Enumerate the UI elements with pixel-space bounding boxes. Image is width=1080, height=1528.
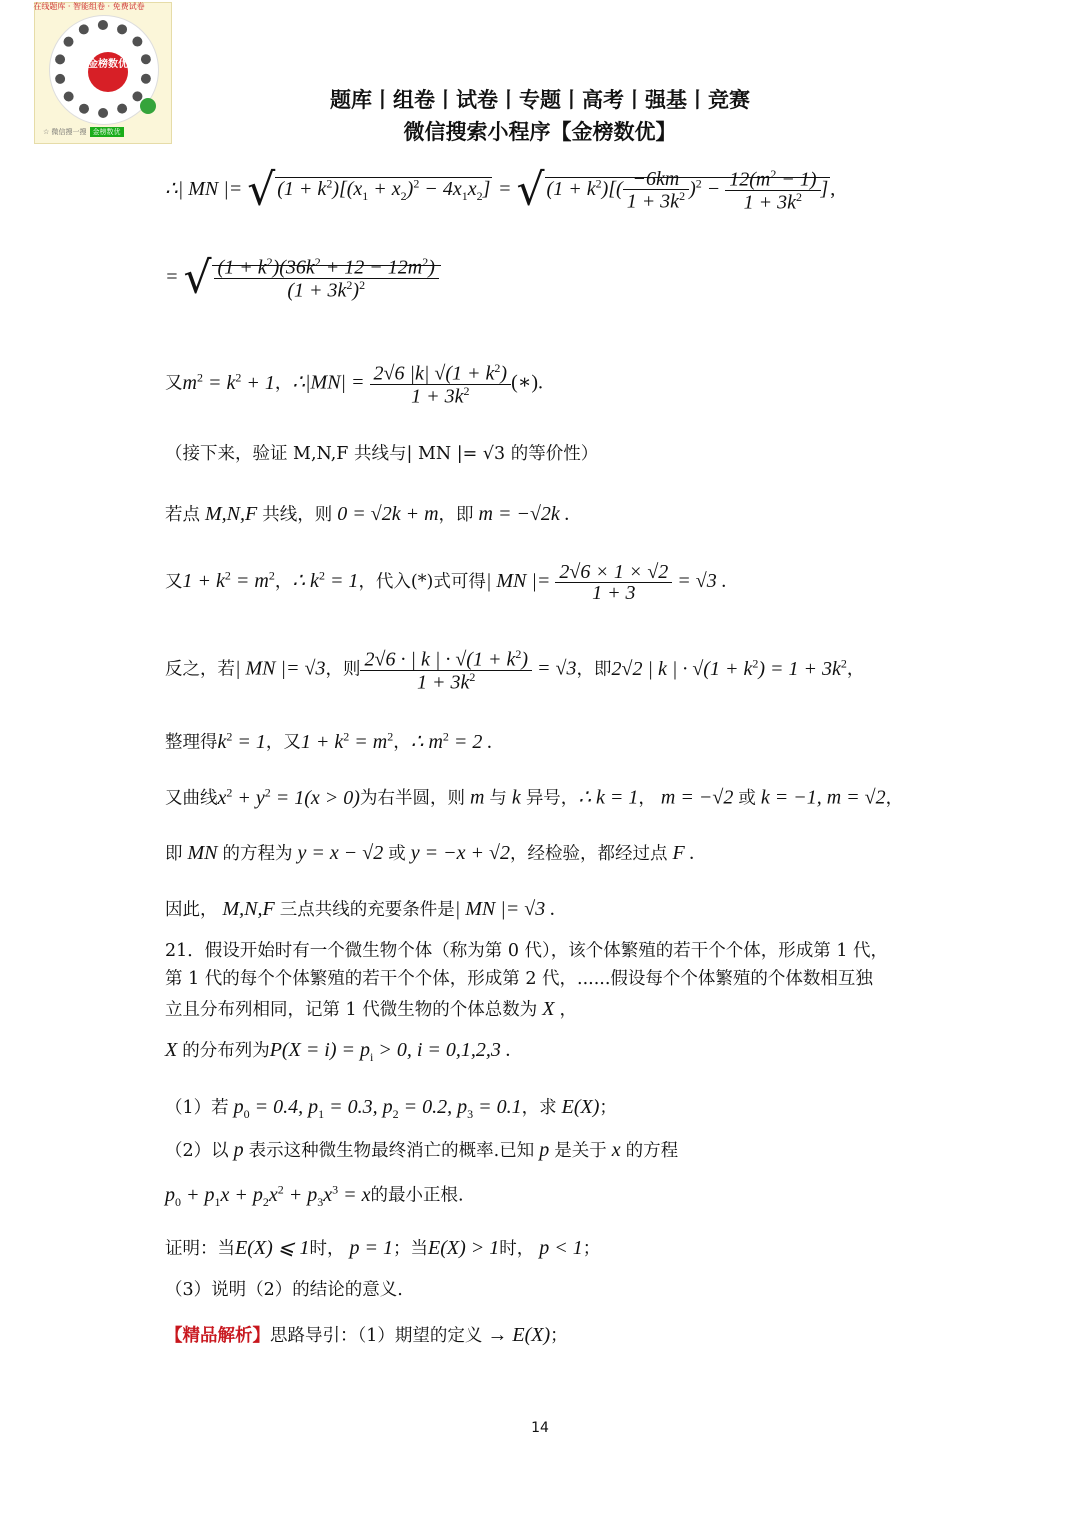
problem21-p3: 立且分布列相同，记第 1 代微生物的个体总数为 X ， (165, 998, 577, 1020)
analysis-tag: 【精品解析】 (165, 1326, 270, 1346)
line-equation: 即 MN 的方程为 y = x − √2 或 y = −x + √2，经检验，都经过点 F . (165, 842, 695, 864)
question-1: （1）若 $p_0 = 0.4$, $p_1 = 0.3$, $p_2 = 0.2$, $p_3 = 0.1$，求 E(X)； (165, 1096, 617, 1121)
collinear-condition: 若点 M,N,F 共线，则 0 = √2k + m，即 m = −√2k . (165, 503, 570, 525)
curve-line: 又曲线$x^2 + y^2 = 1(x > 0)$为右半圆，则 m 与 k 异号，∴ k = 1， m = −√2 或 k = −1, m = √2， (165, 785, 904, 809)
problem21-p1: 21．假设开始时有一个微生物个体（称为第 0 代），该个体繁殖的若干个个体，形成第 1 代， (165, 941, 889, 961)
header-subtitle: 微信搜索小程序【金榜数优】 (403, 120, 677, 144)
substitution-line: 又$1 + k^2 = m^2$，∴ $k^2 = 1$，代入(*)式可得| MN |= $\frac{2√6 \times 1 \times √2}{1 + 3}$ = √3 . (165, 561, 727, 604)
question-2: （2）以 p 表示这种微生物最终消亡的概率.已知 p 是关于 x 的方程 (165, 1139, 679, 1161)
formula-mn-length: ∴| MN |= √ $(1 + k^2)[(x_1 + x_2)^2 - 4x_1x_2]$ = √ $(1 + k^2)$[( $\frac{-6km}{1 + 3k^2}$ )$^2$ − $\frac{12(m^2 - 1)}{1 + 3k^2}$ ] , (165, 164, 836, 216)
analysis-line: 【精品解析】思路导引：（1）期望的定义 → E(X)； (165, 1324, 568, 1346)
formula-mn-simplified: = √ $\frac{(1 + k^2)(36k^2 + 12 - 12m^2)}{(1 + 3k^2)^2}$ (165, 256, 441, 300)
question-2-proof: 证明：当E(X) ⩽ 1时， p = 1；当E(X) > 1时， p < 1； (165, 1237, 601, 1259)
simplify-line: 整理得$k^2 = 1$，又$1 + k^2 = m^2$，∴ $m^2 = 2$ . (165, 729, 493, 753)
equivalence-note: （接下来，验证 M,N,F 共线与| MN |= √3 的等价性） (165, 444, 599, 464)
converse-line: 反之，若| MN |= √3，则 $\frac{2√6 \cdot | k | \cdot √(1 + k^2)}{1 + 3k^2}$ = √3，即2√2 | k | · $√(1 + k^2) = 1 + 3k^2$， (165, 647, 865, 694)
page-number: 14 (531, 1420, 549, 1436)
brand-logo: 金榜数优 (88, 52, 128, 92)
qr-footer: ☆ 微信搜一搜 金榜数优 (43, 127, 124, 137)
header-nav: 题库丨组卷丨试卷丨专题丨高考丨强基丨竞赛 (330, 88, 750, 112)
problem21-p2: 第 1 代的每个个体繁殖的若干个个体，形成第 2 代，......假设每个个体繁殖的个体数相互独 (165, 969, 873, 989)
problem21-distribution: X 的分布列为$P(X = i) = p_i > 0$, i = 0,1,2,3 . (165, 1039, 511, 1064)
conclusion-line: 因此， M,N,F 三点共线的充要条件是| MN |= √3 . (165, 898, 556, 920)
qr-arc-text: 在线题库 · 智能组卷 · 免费试卷 (33, 2, 145, 11)
question-2-equation: $p_0 + p_1x + p_2x^2 + p_3x^3 = x$的最小正根. (165, 1182, 464, 1209)
question-3: （3）说明（2）的结论的意义. (165, 1280, 403, 1300)
formula-mn-star: 又$m^2 = k^2 + 1$，∴|MN| = $\frac{2√6 |k| √(1 + k^2)}{1 + 3k^2}$ (∗). (165, 361, 543, 408)
